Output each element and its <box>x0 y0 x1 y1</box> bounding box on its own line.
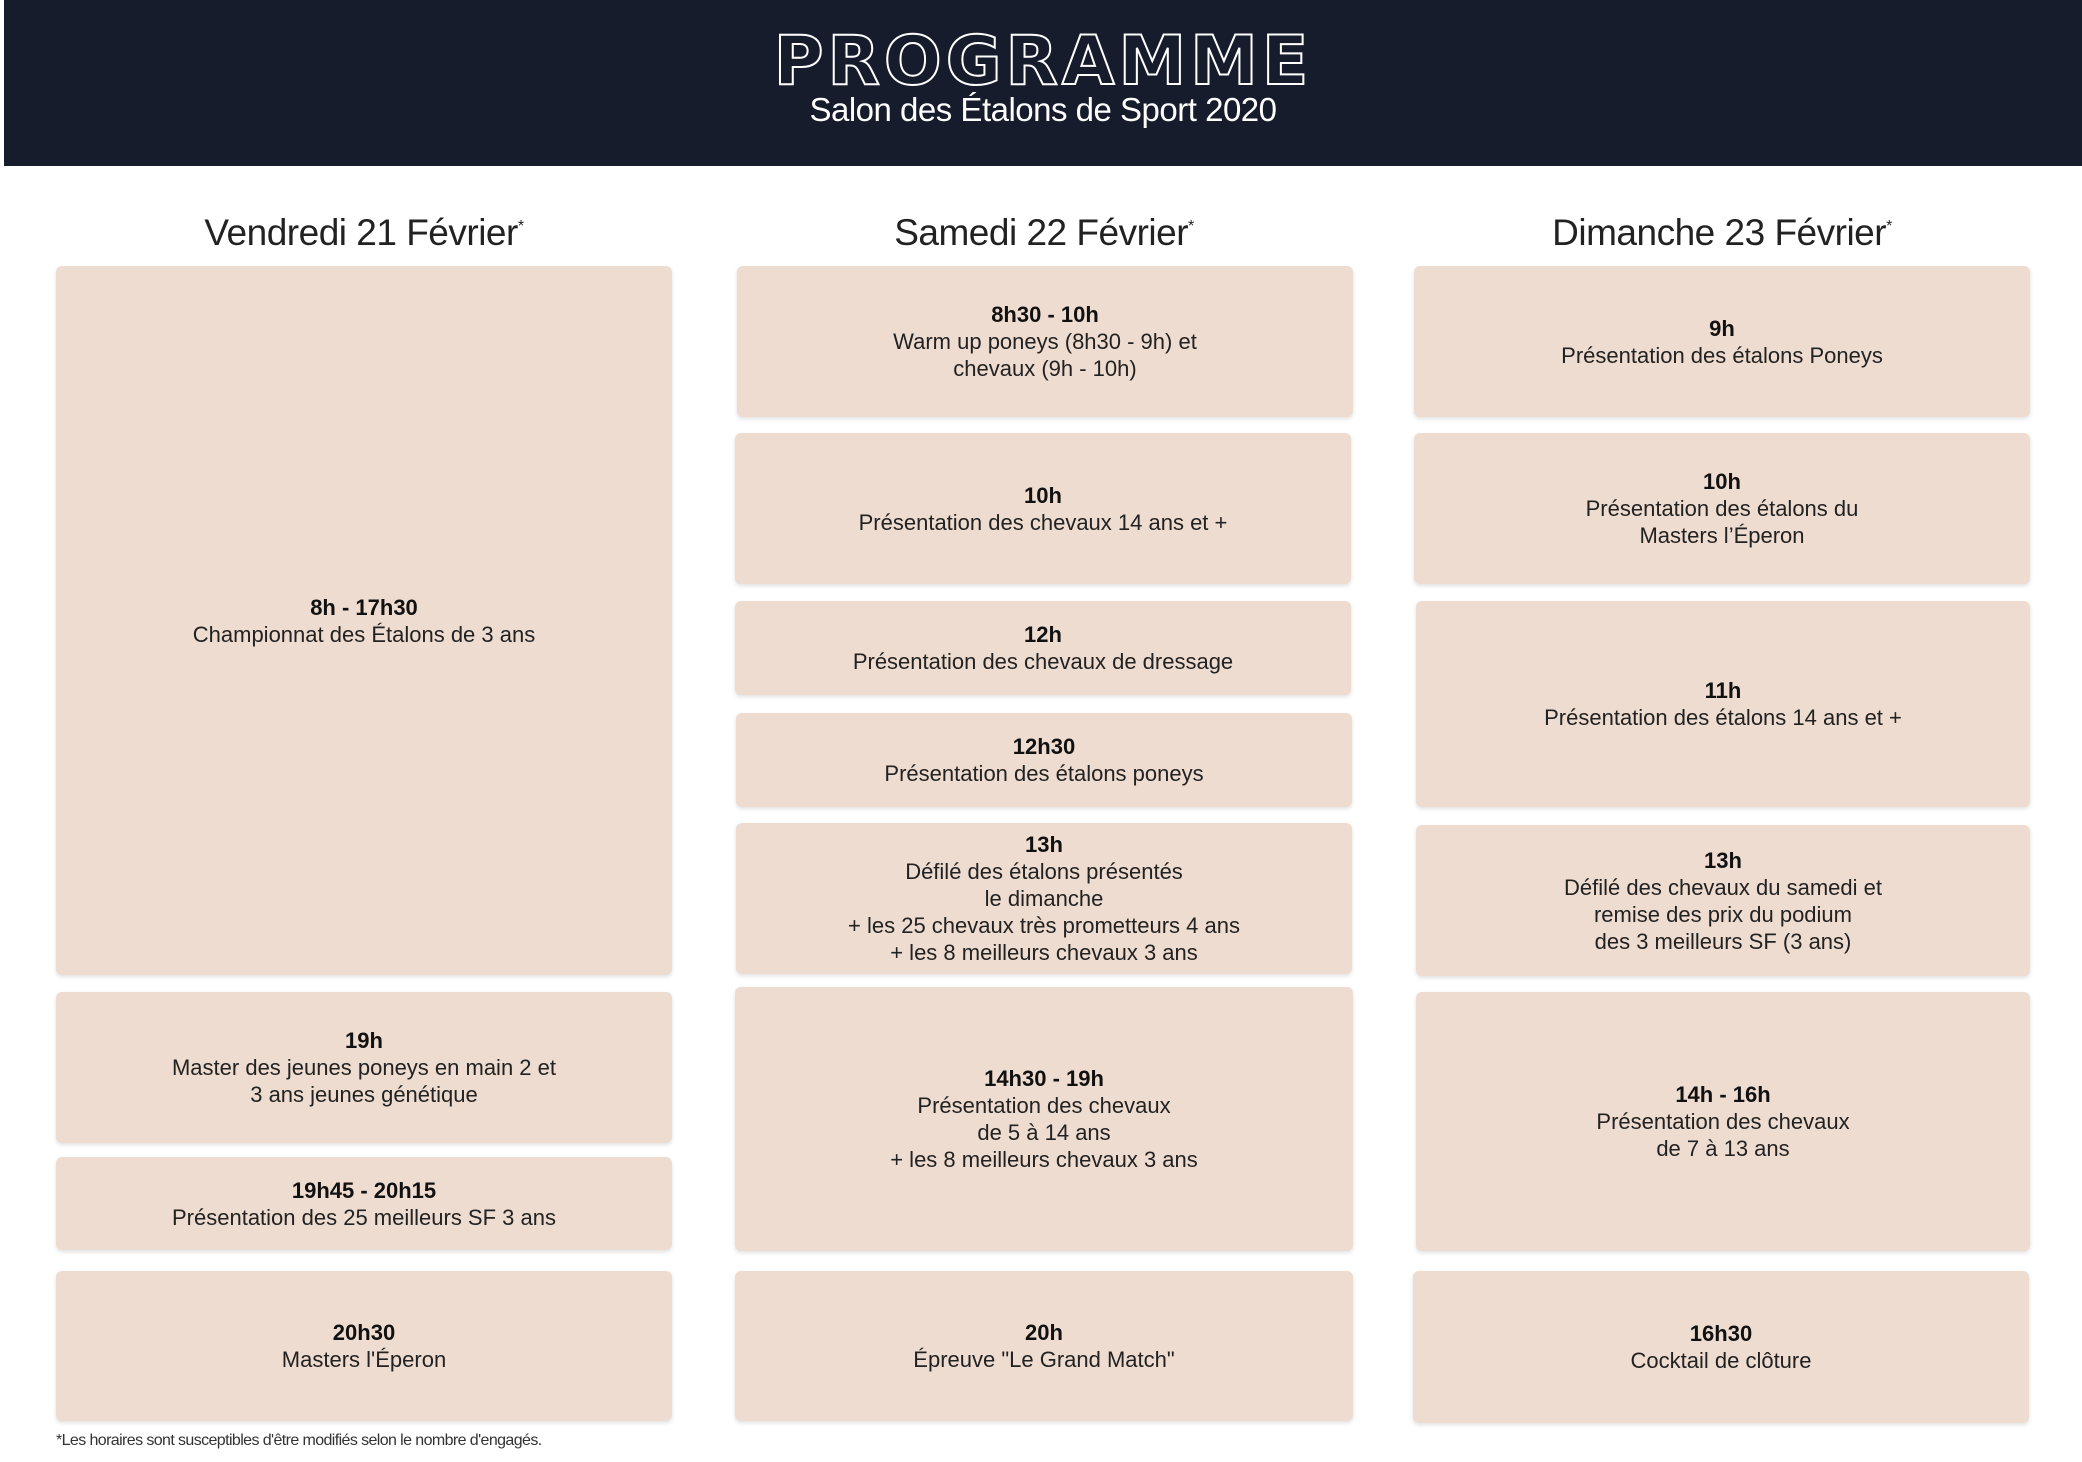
event-time: 12h30 <box>1012 734 1076 759</box>
event-description: Présentation des étalons poneys <box>884 761 1204 786</box>
event-card <box>56 1271 672 1421</box>
day-title-saturday: Samedi 22 Février* <box>894 212 1194 253</box>
event-description: Championnat des Étalons de 3 ans <box>192 621 536 647</box>
event-description: Épreuve "Le Grand Match" <box>913 1347 1175 1372</box>
event-time: 12h <box>1024 622 1062 647</box>
event-card <box>1416 825 2030 976</box>
event-card <box>735 987 1353 1251</box>
page-title: PROGRAMME <box>773 22 1313 101</box>
event-time: 10h <box>1024 482 1062 508</box>
event-card <box>1416 601 2030 807</box>
event-description: Présentation des étalons Poneys <box>1561 342 1883 368</box>
event-description: Présentation des 25 meilleurs SF 3 ans <box>172 1204 556 1230</box>
event-description: Cocktail de clôture <box>1630 1348 1812 1373</box>
event-description: Présentation des chevaux de 7 à 13 ans <box>1596 1109 1850 1161</box>
event-card <box>736 823 1352 974</box>
event-description: Présentation des chevaux de dressage <box>852 649 1234 674</box>
event-description: Présentation des étalons 14 ans et + <box>1544 705 1902 730</box>
event-description: Présentation des chevaux de 5 à 14 ans + les 8 meilleurs chevaux 3 ans <box>890 1093 1198 1172</box>
event-card <box>1414 266 2030 417</box>
footnote: *Les horaires sont susceptibles d'être modifiés selon le nombre d'engagés. <box>56 1432 542 1449</box>
event-time: 11h <box>1704 678 1742 703</box>
event-time: 14h - 16h <box>1675 1082 1771 1107</box>
event-card <box>56 266 672 975</box>
event-time: 8h30 - 10h <box>991 302 1099 327</box>
event-time: 13h <box>1704 847 1742 873</box>
event-card <box>737 266 1353 417</box>
event-description: Présentation des chevaux 14 ans et + <box>858 509 1228 535</box>
event-time: 19h45 - 20h15 <box>291 1177 437 1203</box>
event-card <box>735 1271 1353 1421</box>
event-card <box>56 992 672 1143</box>
event-card <box>735 601 1351 695</box>
event-card <box>56 1157 672 1250</box>
event-time: 8h - 17h30 <box>310 594 418 620</box>
event-description: Défilé des chevaux du samedi et remise des prix du podium des 3 meilleurs SF (3 ans) <box>1564 874 1882 954</box>
event-time: 14h30 - 19h <box>984 1066 1104 1091</box>
day-title-friday: Vendredi 21 Février* <box>204 212 524 253</box>
event-description: Master des jeunes poneys en main 2 et 3 ans jeunes génétique <box>171 1055 556 1107</box>
event-time: 20h30 <box>332 1320 396 1345</box>
event-card <box>1414 433 2030 584</box>
event-time: 20h <box>1025 1320 1063 1345</box>
event-time: 10h <box>1703 469 1741 494</box>
event-time: 16h30 <box>1689 1321 1753 1346</box>
event-description: Défilé des étalons présentés le dimanche + les 25 chevaux très prometteurs 4 ans + les 8 meilleurs chevaux 3 ans <box>848 859 1240 965</box>
event-time: 13h <box>1025 832 1063 857</box>
event-time: 9h <box>1709 315 1735 341</box>
event-card <box>1416 992 2030 1251</box>
event-card <box>735 433 1351 584</box>
event-description: Warm up poneys (8h30 - 9h) et chevaux (9h - 10h) <box>893 329 1197 381</box>
event-time: 19h <box>345 1028 383 1053</box>
event-description: Présentation des étalons du Masters l’Éperon <box>1585 496 1859 548</box>
event-description: Masters l'Éperon <box>281 1347 447 1372</box>
header-banner <box>4 0 2082 166</box>
event-card <box>736 713 1352 807</box>
event-card <box>1413 1271 2029 1423</box>
day-title-sunday: Dimanche 23 Février* <box>1552 212 1892 253</box>
page-subtitle: Salon des Étalons de Sport 2020 <box>809 91 1277 128</box>
